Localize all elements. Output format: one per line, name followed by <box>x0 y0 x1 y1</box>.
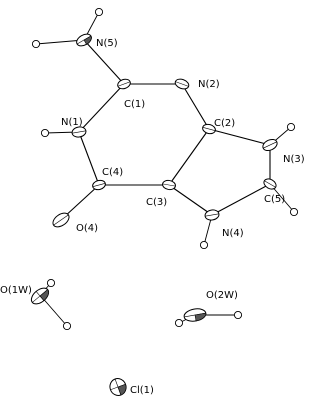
ellipsoid-c1 <box>116 78 131 91</box>
hydrogen-atom <box>63 322 70 329</box>
bond-n1-c4 <box>79 132 99 185</box>
label-c4: C(4) <box>102 167 124 178</box>
hydrogen-bonds <box>36 12 294 326</box>
bond-n2-c2 <box>182 84 209 129</box>
ellipsoid-o2w <box>183 307 207 323</box>
label-o2w: O(2W) <box>206 290 238 301</box>
label-n2: N(2) <box>198 79 220 90</box>
bonds <box>63 40 270 218</box>
bond-c2-c3 <box>169 129 209 185</box>
label-n1: N(1) <box>61 117 83 128</box>
bond-c1-n1 <box>79 84 124 132</box>
thermal-ellipsoids <box>28 32 278 398</box>
bond-c4-o4 <box>63 185 99 218</box>
hydrogen-atom <box>200 241 207 248</box>
bond-c2-n3 <box>209 129 270 145</box>
label-cl1: Cl(1) <box>130 385 154 396</box>
ellipsoid-n2 <box>174 77 190 90</box>
hydrogen-atom <box>290 208 297 215</box>
label-c3: C(3) <box>146 197 168 208</box>
hydrogen-atom <box>32 40 39 47</box>
ellipsoid-c5 <box>262 177 278 191</box>
ellipsoid-cl1 <box>108 376 129 397</box>
label-n3: N(3) <box>283 154 305 165</box>
label-o4: O(4) <box>76 223 99 234</box>
hydrogen-atom <box>41 129 48 136</box>
label-c5: C(5) <box>264 194 286 205</box>
hydrogen-atom <box>287 123 294 130</box>
bond-n4-c5 <box>212 184 270 215</box>
hydrogen-atom <box>47 279 54 286</box>
hydrogen-atom <box>234 311 241 318</box>
label-o1w: O(1W) <box>0 285 32 296</box>
label-n4: N(4) <box>222 228 244 239</box>
hydrogen-atom <box>175 319 182 326</box>
label-c1: C(1) <box>124 99 146 110</box>
label-c2: C(2) <box>214 118 236 129</box>
hydrogen-atom <box>95 8 102 15</box>
ellipsoid-n5 <box>75 32 94 49</box>
ellipsoid-c3 <box>162 179 176 190</box>
atom-labels <box>0 38 305 396</box>
hydrogen-atoms <box>32 8 297 329</box>
bond-c3-n4 <box>169 185 212 215</box>
label-n5: N(5) <box>96 38 118 49</box>
